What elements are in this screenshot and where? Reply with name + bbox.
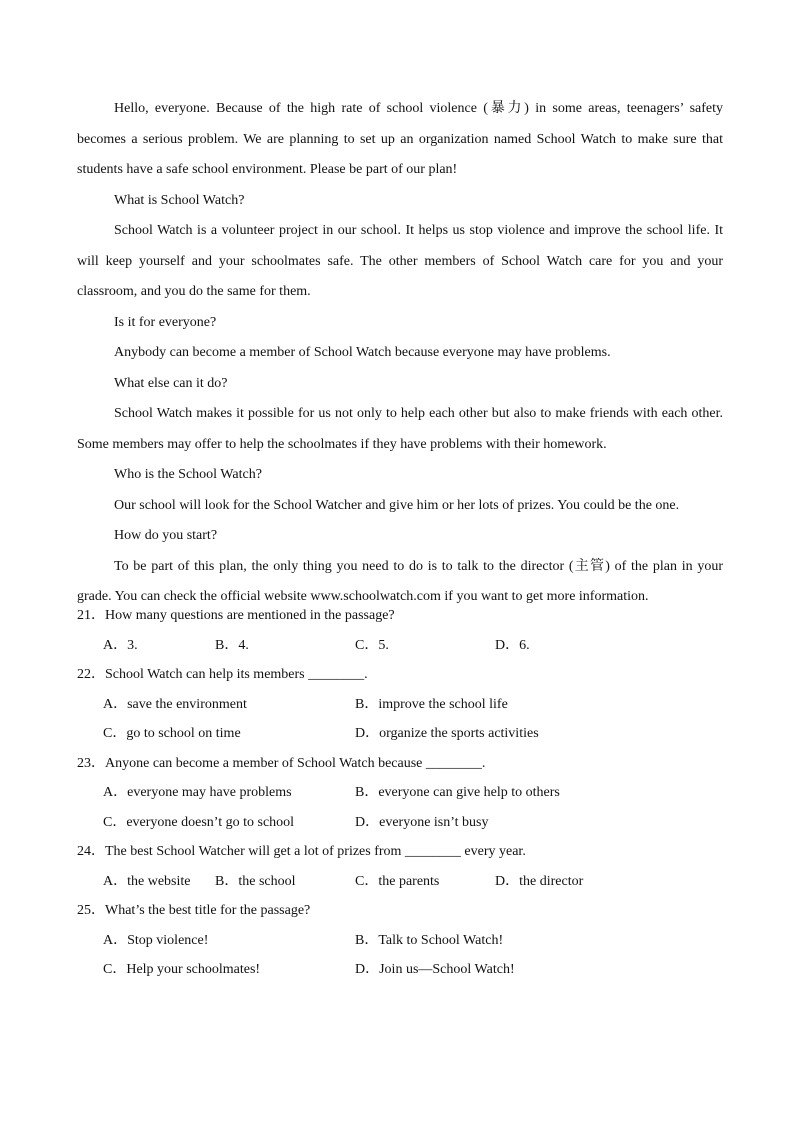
passage-question-1: What is School Watch?: [114, 192, 245, 208]
passage-question-4: Who is the School Watch?: [114, 467, 262, 482]
passage-answer-2: Anybody can become a member of School Watch because everyone may have problems.: [114, 345, 611, 360]
option-d: D．6.: [495, 637, 530, 653]
passage-answer-5: To be part of this plan, the only thing you need to do is to talk to the director (主管) of the plan in your grade. You can check the official website www.schoolwatch.com if you want to get more information.: [77, 558, 723, 604]
option-c: C．5.: [355, 637, 389, 653]
option-row: [77, 808, 737, 838]
question-stem: 24．The best School Watcher will get a lot of prizes from ________ every year.: [77, 844, 526, 859]
option-a: A．the website: [103, 873, 191, 889]
option-d: D．Join us—School Watch!: [355, 962, 515, 977]
option-a: A．everyone may have problems: [103, 785, 292, 800]
option-b: B．4.: [215, 637, 249, 653]
option-b: B．improve the school life: [355, 696, 508, 712]
option-row: [77, 926, 737, 956]
reading-passage: [77, 94, 723, 613]
option-d: D．everyone isn’t busy: [355, 814, 489, 830]
option-row: [77, 778, 737, 808]
option-a: A．save the environment: [103, 696, 247, 712]
passage-answer-3: School Watch makes it possible for us not only to help each other but also to make friends with each other. Some members may offer to help the schoolmates if they have problems with their homework.: [77, 406, 723, 452]
option-d: D．organize the sports activities: [355, 726, 539, 741]
option-b: B．the school: [215, 873, 296, 889]
option-row: [77, 719, 737, 749]
option-c: C．go to school on time: [103, 726, 241, 741]
option-row: [77, 631, 737, 661]
option-c: C．Help your schoolmates!: [103, 962, 261, 977]
option-d: D．the director: [495, 873, 584, 889]
question-23: [77, 749, 737, 838]
question-22: [77, 660, 737, 749]
option-row: [77, 955, 737, 985]
question-25: [77, 896, 737, 985]
question-stem: 25．What’s the best title for the passage?: [77, 903, 311, 918]
option-row: [77, 690, 737, 720]
option-b: B．Talk to School Watch!: [355, 932, 504, 948]
option-row: [77, 867, 737, 897]
passage-question-2: Is it for everyone?: [114, 314, 217, 330]
question-list: [77, 601, 737, 985]
passage-question-5: How do you start?: [114, 528, 218, 543]
option-c: C．everyone doesn’t go to school: [103, 814, 295, 830]
question-stem: 21．How many questions are mentioned in the passage?: [77, 608, 395, 623]
intro-paragraph: Hello, everyone. Because of the high rate of school violence (暴力) in some areas, teenagers’ safety becomes a serious problem. We are planning to set up an organization named School Watch to make sure that students have a safe school environment. Please be part of our plan!: [77, 101, 723, 177]
passage-answer-4: Our school will look for the School Watcher and give him or her lots of prizes. You could be the one.: [114, 497, 680, 513]
question-stem: 23．Anyone can become a member of School Watch because ________.: [77, 755, 486, 771]
option-a: A．Stop violence!: [103, 932, 209, 948]
option-a: A．3.: [103, 637, 138, 653]
passage-answer-1: School Watch is a volunteer project in our school. It helps us stop violence and improve the school life. It will keep yourself and your schoolmates safe. The other members of School Watch care for you and your classroom, and you do the same for them.: [77, 223, 723, 299]
question-21: [77, 601, 737, 660]
option-c: C．the parents: [355, 873, 440, 889]
option-b: B．everyone can give help to others: [355, 785, 560, 800]
passage-question-3: What else can it do?: [114, 375, 228, 391]
question-24: [77, 837, 737, 896]
question-stem: 22．School Watch can help its members ________.: [77, 667, 368, 682]
